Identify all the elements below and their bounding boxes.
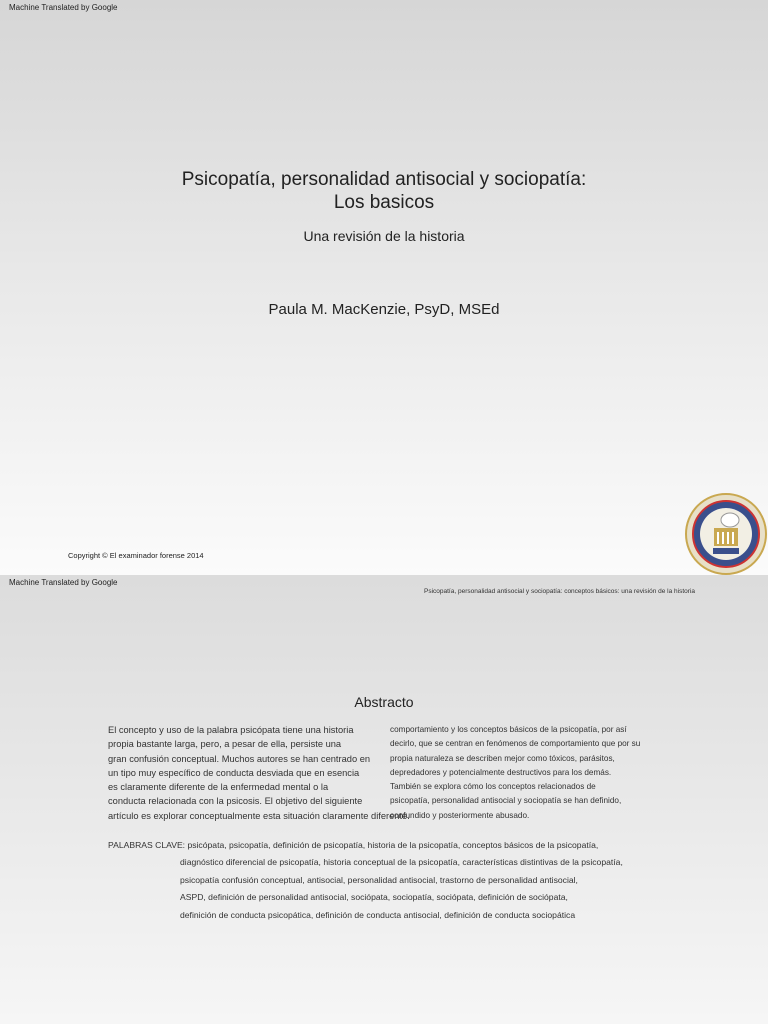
title-line: Psicopatía, personalidad antisocial y sociopatía: [181, 169, 587, 190]
keywords-continued [180, 854, 623, 924]
keywords-first-line: PALABRAS CLAVE: psicópata, psicopatía, definición de psicopatía, historia de la psicopatía, conceptos básicos de la psicopatía, [108, 840, 599, 850]
abstract-column-left [108, 723, 408, 823]
text-line: También se explora cómo los conceptos relacionados de [390, 782, 596, 792]
text-line: confundido y posteriormente abusado. [390, 810, 530, 820]
abstract-page [0, 575, 768, 1024]
text-line: decirlo, que se centran en fenómenos de comportamiento que por su [390, 739, 641, 749]
author: Paula M. MacKenzie, PsyD, MSEd [268, 301, 500, 318]
abstract-column-right [390, 723, 680, 823]
abstract-heading: Abstracto [354, 694, 414, 710]
text-line: propia naturaleza se describen mejor como tóxicos, parásitos, [390, 753, 615, 763]
acfei-seal-logo [680, 492, 768, 575]
text-line: conducta relacionada con la psicosis. El objetivo del siguiente [108, 796, 363, 807]
text-line: definición de conducta psicopática, definición de conducta antisocial, definición de conducta sociopática [180, 909, 576, 920]
text-line: El concepto y uso de la palabra psicópata tiene una historia [108, 725, 354, 735]
text-line: un tipo muy específico de conducta desviada que en esencia [108, 767, 360, 778]
text-line: depredadores y potencialmente destructivos para los demás. [390, 767, 612, 777]
title-line: Los basicos [333, 192, 435, 213]
watermark: Machine Translated by Google [9, 3, 118, 12]
copyright: Copyright © El examinador forense 2014 [68, 551, 204, 560]
subtitle: Una revisión de la historia [303, 228, 465, 244]
text-line: es claramente diferente de la enfermedad mental o la [108, 782, 329, 793]
text-line: propia bastante larga, pero, a pesar de ella, persiste una [108, 739, 342, 750]
text-line: psicopatía, personalidad antisocial y sociopatía se han definido, [390, 796, 622, 806]
text-line: gran confusión conceptual. Muchos autores se han centrado en [108, 753, 371, 764]
text-line: psicopatía confusión conceptual, antisocial, personalidad antisocial, trastorno de personalidad antisocial, [180, 874, 578, 885]
text-line: ASPD, definición de personalidad antisocial, sociópata, sociopatía, sociópata, definición de sociópata, [180, 892, 568, 902]
watermark: Machine Translated by Google [9, 578, 118, 587]
running-header: Psicopatía, personalidad antisocial y sociopatía: conceptos básicos: una revisión de la historia [424, 588, 695, 595]
text-line: comportamiento y los conceptos básicos de la psicopatía, por así [390, 725, 627, 734]
text-line: artículo es explorar conceptualmente esta situación claramente diferente. [108, 810, 410, 821]
document-title [0, 168, 768, 214]
text-line: diagnóstico diferencial de psicopatía, historia conceptual de la psicopatía, características distintivas de la psicopatía, [180, 857, 623, 867]
